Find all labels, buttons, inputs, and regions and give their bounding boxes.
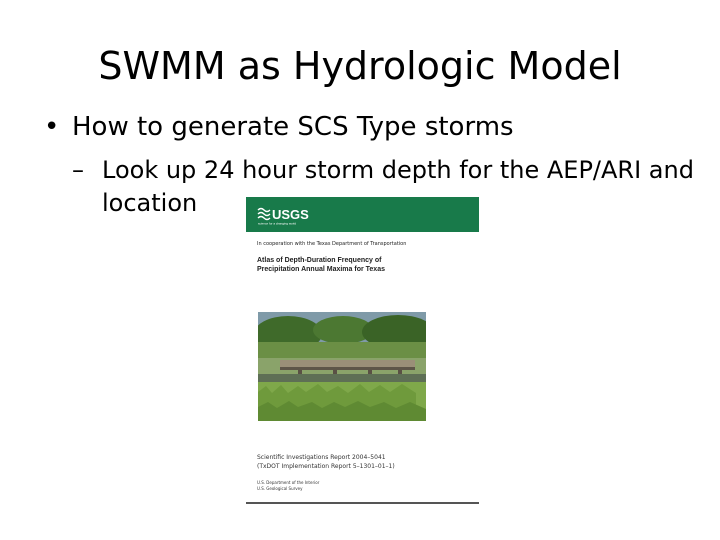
cover-report-number: Scientific Investigations Report 2004–5041 [257,454,386,461]
cover-agency-line-2: U.S. Geological Survey [257,486,303,491]
slide-title: SWMM as Hydrologic Model [98,44,622,88]
bridge-photo [258,312,426,421]
usgs-logo-icon [257,204,327,226]
svg-text:USGS: USGS [272,207,309,222]
bullet-marker: • [44,112,60,142]
bullet-level-2-text: Look up 24 hour storm depth for the AEP/ARI and location [102,156,694,217]
cover-bottom-rule [246,502,479,504]
bullet-level-1-text: How to generate SCS Type storms [72,112,514,142]
cover-agency-line-1: U.S. Department of the Interior [257,480,320,485]
cover-cooperation-text: In cooperation with the Texas Department of Transportation [257,241,407,247]
svg-text:science for a changing world: science for a changing world [258,221,297,226]
cover-implementation-report: (TxDOT Implementation Report 5–1301–01–1) [257,463,395,470]
cover-publication-title: Atlas of Depth-Duration Frequency of Precipitation Annual Maxima for Texas [257,257,385,273]
report-cover-image [246,197,479,505]
cover-header-band [246,197,479,232]
dash-marker: – [72,156,84,184]
